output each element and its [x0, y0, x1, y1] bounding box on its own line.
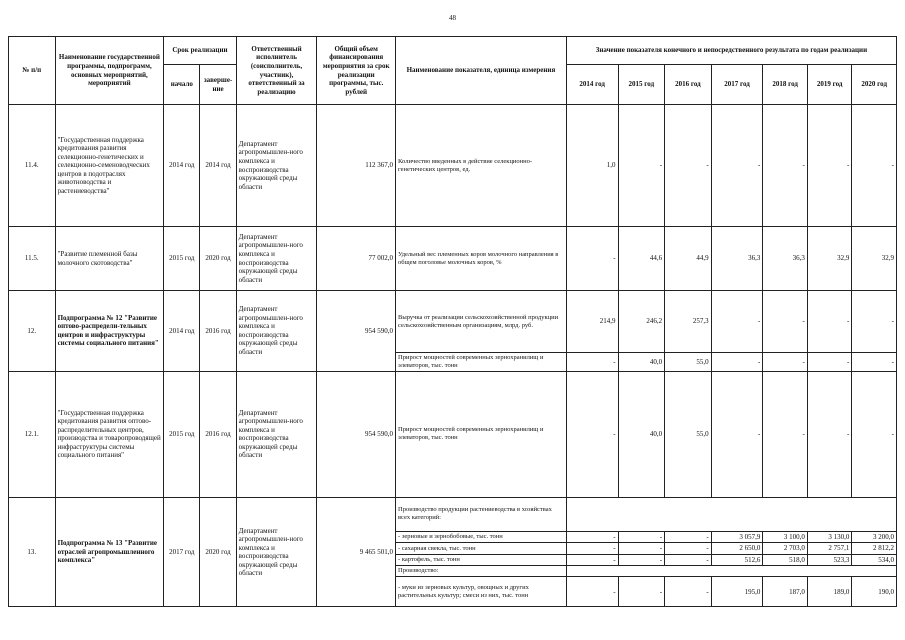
table-row: [9, 227, 897, 291]
indicator-value: 3 130,0: [807, 531, 852, 543]
row-executor: Департамент агропромышлен-ного комплекса и воспроизводства окружающей среды области: [236, 105, 317, 227]
header-year: 2017 год: [711, 65, 763, 105]
row-executor: Департамент агропромышлен-ного комплекса и воспроизводства окружающей среды области: [236, 371, 317, 497]
row-executor: Департамент агропромышлен-ного комплекса и воспроизводства окружающей среды области: [236, 227, 317, 291]
header-end: заверше-ние: [200, 65, 236, 105]
header-year: 2019 год: [807, 65, 852, 105]
indicator-value: -: [711, 353, 763, 372]
indicator-value: 36,3: [763, 227, 808, 291]
indicator-value: -: [763, 353, 808, 372]
indicator-value: -: [852, 291, 897, 353]
indicator-value: 3 057,9: [711, 531, 763, 543]
indicator-value: -: [665, 577, 712, 607]
indicator-value: -: [763, 291, 808, 353]
row-name: "Государственная поддержка кредитования развития оптово-распределительных центров, производства и товаропроводящей инфраструктуры системы социального питания": [55, 371, 164, 497]
indicator-name: Прирост мощностей современных зернохранилищ и элеваторов, тыс. тонн: [396, 353, 567, 372]
indicator-value: 195,0: [711, 577, 763, 607]
indicator-value: 518,0: [763, 554, 808, 566]
indicator-value: 44,9: [665, 227, 712, 291]
row-executor: Департамент агропромышлен-ного комплекса и воспроизводства окружающей среды области: [236, 497, 317, 607]
indicator-value: 55,0: [665, 353, 712, 372]
header-year: 2014 год: [566, 65, 618, 105]
indicator-value: -: [807, 353, 852, 372]
indicator-heading: Производство продукции растениеводства в хозяйствах всех категорий:: [396, 497, 567, 531]
indicator-value: -: [852, 353, 897, 372]
header-year: 2016 год: [665, 65, 712, 105]
indicator-value: -: [665, 554, 712, 566]
table-row: [9, 291, 897, 353]
indicator-value: -: [618, 543, 665, 555]
indicator-name: - сахарная свекла, тыс. тонн: [396, 543, 567, 555]
indicator-value: -: [807, 105, 852, 227]
indicator-value: 246,2: [618, 291, 665, 353]
header-num: № п/п: [9, 37, 56, 105]
row-funding: 9 465 501,0: [317, 497, 396, 607]
indicator-value: -: [618, 531, 665, 543]
indicator-values-empty: [566, 497, 896, 531]
indicator-name: - зерновые и зернобобовые, тыс. тонн: [396, 531, 567, 543]
row-name: Подпрограмма № 13 "Развитие отраслей агропромышленного комплекса": [55, 497, 164, 607]
row-start: 2015 год: [164, 227, 200, 291]
row-funding: 954 590,0: [317, 291, 396, 372]
indicator-value: -: [711, 291, 763, 353]
indicator-value: -: [807, 291, 852, 353]
table-row: [9, 497, 897, 531]
row-name: Подпрограмма № 12 "Развитие оптово-распредели-тельных центров и инфраструктуры системы социального питания": [55, 291, 164, 372]
row-end: 2016 год: [200, 291, 236, 372]
indicator-value: -: [807, 371, 852, 497]
row-funding: 954 590,0: [317, 371, 396, 497]
indicator-name: Прирост мощностей современных зернохранилищ и элеваторов, тыс. тонн: [396, 371, 567, 497]
indicator-value: -: [566, 543, 618, 555]
indicator-name: Удельный вес племенных коров молочного направления в общем поголовье молочных коров, %: [396, 227, 567, 291]
indicator-value: 40,0: [618, 371, 665, 497]
indicator-value: 55,0: [665, 371, 712, 497]
indicator-value: -: [566, 531, 618, 543]
indicator-value: 1,0: [566, 105, 618, 227]
indicator-name: - картофель, тыс. тонн: [396, 554, 567, 566]
header-funding: Общий объем финансирования мероприятия за срок реализации программы, тыс. рублей: [317, 37, 396, 105]
indicator-value: 512,6: [711, 554, 763, 566]
row-start: 2014 год: [164, 105, 200, 227]
indicator-value: 40,0: [618, 353, 665, 372]
indicator-value: -: [566, 554, 618, 566]
header-year: 2018 год: [763, 65, 808, 105]
indicator-value: -: [566, 577, 618, 607]
indicator-value: -: [711, 371, 763, 497]
row-number: 12.: [9, 291, 56, 372]
indicator-value: -: [618, 554, 665, 566]
indicator-value: 32,9: [807, 227, 852, 291]
indicator-value: -: [618, 105, 665, 227]
indicator-value: -: [763, 371, 808, 497]
indicator-value: 3 200,0: [852, 531, 897, 543]
row-number: 11.4.: [9, 105, 56, 227]
page-number: 48: [449, 14, 456, 22]
indicator-name: - муки из зерновых культур, овощных и других растительных культур; смеси из них, тыс. тонн: [396, 577, 567, 607]
indicator-value: 32,9: [852, 227, 897, 291]
indicator-value: 190,0: [852, 577, 897, 607]
header-start: начало: [164, 65, 200, 105]
row-end: 2020 год: [200, 227, 236, 291]
indicator-value: -: [665, 543, 712, 555]
row-start: 2017 год: [164, 497, 200, 607]
indicator-value: 2 757,1: [807, 543, 852, 555]
row-start: 2014 год: [164, 291, 200, 372]
indicator-value: 214,9: [566, 291, 618, 353]
indicator-value: 2 703,0: [763, 543, 808, 555]
indicator-value: -: [566, 227, 618, 291]
header-name: Наименование государственной программы, подпрограмм, основных мероприятий, мероприятий: [55, 37, 164, 105]
indicator-value: 257,3: [665, 291, 712, 353]
indicator-value: 3 100,0: [763, 531, 808, 543]
row-funding: 112 367,0: [317, 105, 396, 227]
header-year: 2015 год: [618, 65, 665, 105]
row-name: "Государственная поддержка кредитования развития селекционно-генетических и селекционно-семеноводческих центров в подотраслях животноводства и растениеводства": [55, 105, 164, 227]
indicator-value: 534,0: [852, 554, 897, 566]
row-number: 13.: [9, 497, 56, 607]
indicator-value: -: [711, 105, 763, 227]
header-values-title: Значение показателя конечного и непосредственного результата по годам реализации: [566, 37, 896, 65]
indicator-heading: Производство:: [396, 566, 567, 577]
indicator-value: -: [566, 371, 618, 497]
header-indicator: Наименование показателя, единица измерения: [396, 37, 567, 105]
header-period: Срок реализации: [164, 37, 236, 65]
indicator-value: -: [763, 105, 808, 227]
row-end: 2016 год: [200, 371, 236, 497]
indicator-value: 189,0: [807, 577, 852, 607]
indicator-value: -: [566, 353, 618, 372]
row-start: 2015 год: [164, 371, 200, 497]
header-executor: Ответственный исполнитель (соисполнитель, участник), ответственный за реализацию: [236, 37, 317, 105]
row-number: 11.5.: [9, 227, 56, 291]
row-end: 2014 год: [200, 105, 236, 227]
indicator-value: 36,3: [711, 227, 763, 291]
indicator-value: -: [665, 531, 712, 543]
table-row: [9, 371, 897, 497]
row-name: "Развитие племенной базы молочного скотоводства": [55, 227, 164, 291]
header-year: 2020 год: [852, 65, 897, 105]
indicator-value: -: [618, 577, 665, 607]
indicator-name: Выручка от реализации сельскохозяйственной продукции сельскохозяйственным организациям, млрд. руб.: [396, 291, 567, 353]
indicator-value: 2 812,2: [852, 543, 897, 555]
indicator-value: -: [665, 105, 712, 227]
row-number: 12.1.: [9, 371, 56, 497]
indicator-value: -: [852, 371, 897, 497]
indicator-value: 523,3: [807, 554, 852, 566]
table-row: [9, 105, 897, 227]
row-end: 2020 год: [200, 497, 236, 607]
indicator-value: 2 650,0: [711, 543, 763, 555]
row-executor: Департамент агропромышлен-ного комплекса и воспроизводства окружающей среды области: [236, 291, 317, 372]
indicator-value: -: [852, 105, 897, 227]
program-table: [8, 36, 897, 607]
row-funding: 77 002,0: [317, 227, 396, 291]
indicator-name: Количество введенных в действие селекционно-генетических центров, ед.: [396, 105, 567, 227]
indicator-value: 44,6: [618, 227, 665, 291]
indicator-values-empty: [566, 566, 896, 577]
indicator-value: 187,0: [763, 577, 808, 607]
